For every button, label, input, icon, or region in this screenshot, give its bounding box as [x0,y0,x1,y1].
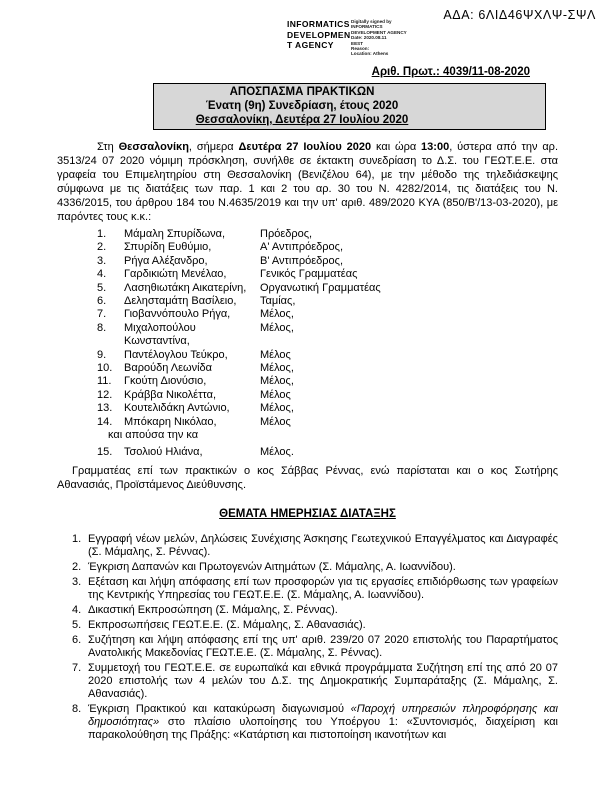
intro-paragraph: Στη Θεσσαλονίκη, σήμερα Δευτέρα 27 Ιουλίου 2020 και ώρα 13:00, ύστερα από την αρ. 3513/24 07 2020 νόμιμη πρόσκληση, συνήλθε σε έκτακτη συνεδρίαση το Δ.Σ. του ΓΕΩΤ.Ε.Ε. στα γραφεία του Επιμελητηρίου στη Θεσσαλονίκη (Βενιζέλου 64), με την μέθοδο της τηλεδιάσκεψης σύμφωνα με τις διατάξεις των παρ. 1 και 2 του αρ. 30 του Ν. 4282/2014, τις διατάξεις του Ν. 4336/2015, του άρθρου 184 του Ν.4635/2019 και την υπ' αριθ. 489/2020 ΚΥΑ (850/Β'/13-03-2020), με παρόντες τους κ.κ.: [57,141,558,223]
agenda-item [72,662,558,701]
member-name: Βαρούδη Λεωνίδα [124,362,213,375]
member-row [97,446,558,459]
member-role: Β' Αντιπρόεδρος, [260,254,344,267]
agenda-item [72,604,558,617]
member-name: Σπυρίδη Ευθύμιο, [124,241,212,254]
member-row [97,228,558,241]
signature-detail-line: Location: Athens [351,51,389,57]
agenda-list [72,533,558,742]
member-row [97,308,558,321]
agenda-item-text: Εγγραφή νέων μελών, Δηλώσεις Συνέχισης Άσκησης Γεωτεχνικού Επαγγέλματος και Διαγραφές (Σ. Μάμαλης, Σ. Ρέννας). [88,532,558,558]
agenda-item-number: 6. [72,633,82,646]
signature-detail-line: Date: 2020.08.11 [351,35,387,41]
member-number: 3. [97,254,107,267]
member-role: Οργανωτική Γραμματέας [260,281,381,294]
title-box [153,83,546,130]
member-row [97,402,558,415]
member-name: Κράββα Νικολέττα, [124,388,217,401]
agenda-item-text: Δικαστική Εκπροσώπηση (Σ. Μάμαλης, Σ. Ρέννας). [88,603,338,616]
member-number: 12. [97,388,113,401]
agenda-item-number: 3. [72,575,82,588]
member-name: Γαρδικιώτη Μενέλαο, [124,268,227,281]
signature-detail-line: DEVELOPMENT AGENCY [351,29,407,35]
member-role: Μέλος, [260,321,294,334]
member-number: 14. [97,415,113,428]
protocol-number: Αριθ. Πρωτ.: 4039/11-08-2020 [371,66,530,78]
member-row [97,349,558,362]
member-number: 9. [97,348,107,361]
agenda-item [72,561,558,574]
member-name: Γιοβαννόπουλο Ρήγα, [124,308,231,321]
agenda-item [72,576,558,602]
member-role: Ταμίας, [260,295,296,308]
member-number: 5. [97,281,107,294]
signature-agency-line: T AGENCY [287,40,334,50]
agenda-item [72,619,558,632]
member-role: Μέλος, [260,362,294,375]
ada-code: ΑΔΑ: 6ΛΙΔ46ΨΧΛΨ-ΣΨΛ [443,8,596,22]
member-row [97,322,558,349]
member-number: 8. [97,321,107,334]
member-role: Γενικός Γραμματέας [260,268,358,281]
agenda-item [72,533,558,559]
member-name: Λασηθιωτάκη Αικατερίνη, [124,281,247,294]
agenda-item-number: 7. [72,661,82,674]
document-body [57,136,558,744]
signature-detail-line: INFORMATICS [351,24,383,30]
agenda-item-text: Έγκριση Πρακτικού και κατακύρωση διαγωνισμού «Παροχή υπηρεσιών πληροφόρησης και δημοσιότητας» στο πλαίσιο υλοποίησης του Υποέργου 1: «Συντονισμός, διαχείριση και παρακολούθηση της Πράξης: «Κατάρτιση και πιστοποίηση ικανοτήτων και [88,702,558,741]
member-name: Μιχαλοπούλου Κωνσταντίνα, [124,321,196,348]
agenda-item-text: Συζήτηση και λήψη απόφασης επί της υπ' αριθ. 239/20 07 2020 επιστολής του Παραρτήματος Ανατολικής Μακεδονίας ΓΕΩΤ.Ε.Ε. (Σ. Μάμαλης, Σ. Ρέννας). [88,633,558,659]
agenda-item [72,634,558,660]
digital-signature-stamp [287,19,413,57]
member-name: Ρήγα Αλέξανδρο, [124,254,208,267]
agenda-item-number: 8. [72,702,82,715]
agenda-item-number: 1. [72,532,82,545]
member-number: 2. [97,241,107,254]
member-role: Πρόεδρος, [260,228,313,240]
secretary-paragraph: Γραμματέας επί των πρακτικών ο κος Σάββας Ρέννας, ενώ παρίσταται και ο κος Σωτήρης Αθανασιάς, Προϊστάμενος Διεύθυνσης. [57,464,558,491]
signature-detail-line: Digitally signed by [351,19,392,24]
member-role: Μέλος, [260,375,294,388]
signature-agency-line: DEVELOPMEN [287,29,351,40]
member-role: Μέλος, [260,402,294,415]
session-subtitle: Ένατη (9η) Συνεδρίαση, έτους 2020 [205,100,399,112]
agenda-item-number: 5. [72,618,82,631]
member-number: 7. [97,308,107,321]
agenda-item-text: Εξέταση και λήψη απόφασης επί των προσφορών για τις εργασίες επιδιόρθωσης των γραφείων της Κεντρικής Υπηρεσίας του ΓΕΩΤ.Ε.Ε. (Σ. Μάμαλης, Α. Ιωαννίδου). [88,575,558,601]
agenda-item-text: Εκπροσωπήσεις ΓΕΩΤ.Ε.Ε. (Σ. Μάμαλης, Σ. Αθανασιάς). [88,618,366,631]
member-name: Μάμαλη Σπυρίδωνα, [124,228,226,240]
member-row [97,375,558,388]
member-number: 1. [97,228,107,240]
member-role: Μέλος [260,388,291,401]
agenda-heading: ΘΕΜΑΤΑ ΗΜΕΡΗΣΙΑΣ ΔΙΑΤΑΞΗΣ [219,507,396,520]
agenda-item-text: Έγκριση Δαπανών και Πρωτογενών Αιτημάτων (Σ. Μάμαλης, Α. Ιωαννίδου). [88,560,456,573]
member-number: 6. [97,295,107,308]
member-number: 10. [97,362,113,375]
member-name: Δελησταμάτη Βασίλειο, [124,295,237,308]
signature-agency-line: INFORMATICS [287,19,350,29]
member-role: Μέλος, [260,308,294,321]
member-row [97,416,558,429]
signature-agency-name [287,19,351,57]
signature-detail-line: Reason: [351,46,370,52]
member-name: Γκούτη Διονύσιο, [124,375,207,388]
member-row [97,241,558,254]
member-number: 13. [97,402,113,415]
members-list [97,228,558,459]
member-row [97,389,558,402]
signature-details [351,19,413,57]
member-role: Μέλος [260,415,291,428]
member-row [97,255,558,268]
member-role: Α' Αντιπρόεδρος, [260,241,344,254]
document-title: ΑΠΟΣΠΑΣΜΑ ΠΡΑΚΤΙΚΩΝ [229,86,375,98]
absent-note: και απούσα την κα [108,429,199,442]
member-name: Μπόκαρη Νικόλαο, [124,415,217,428]
agenda-item-number: 4. [72,603,82,616]
session-date-line: Θεσσαλονίκη, Δευτέρα 27 Ιουλίου 2020 [195,114,409,126]
member-number: 11. [97,375,112,388]
agenda-item [72,703,558,742]
member-role: Μέλος. [260,445,294,458]
member-role: Μέλος [260,348,291,361]
signature-detail-line: EEST [351,40,363,46]
member-number: 4. [97,268,107,281]
member-number: 15. [97,445,113,458]
member-name: Παντέλογλου Τεύκρο, [124,348,228,361]
member-name: Κουτελιδάκη Αντώνιο, [124,402,230,415]
agenda-item-text: Συμμετοχή του ΓΕΩΤ.Ε.Ε. σε ευρωπαϊκά και εθνικά προγράμματα Συζήτηση επί της από 20 07 2020 επιστολής των 4 μελών του Δ.Σ. της Δημοκρατικής Συμπαράταξης (Σ. Μάμαλης, Σ. Αθανασιάς). [88,661,558,700]
member-row [97,362,558,375]
member-row [97,295,558,308]
agenda-item-number: 2. [72,560,82,573]
member-name: Τσολιού Ηλιάνα, [124,445,203,458]
member-row [97,268,558,281]
member-row [97,282,558,295]
